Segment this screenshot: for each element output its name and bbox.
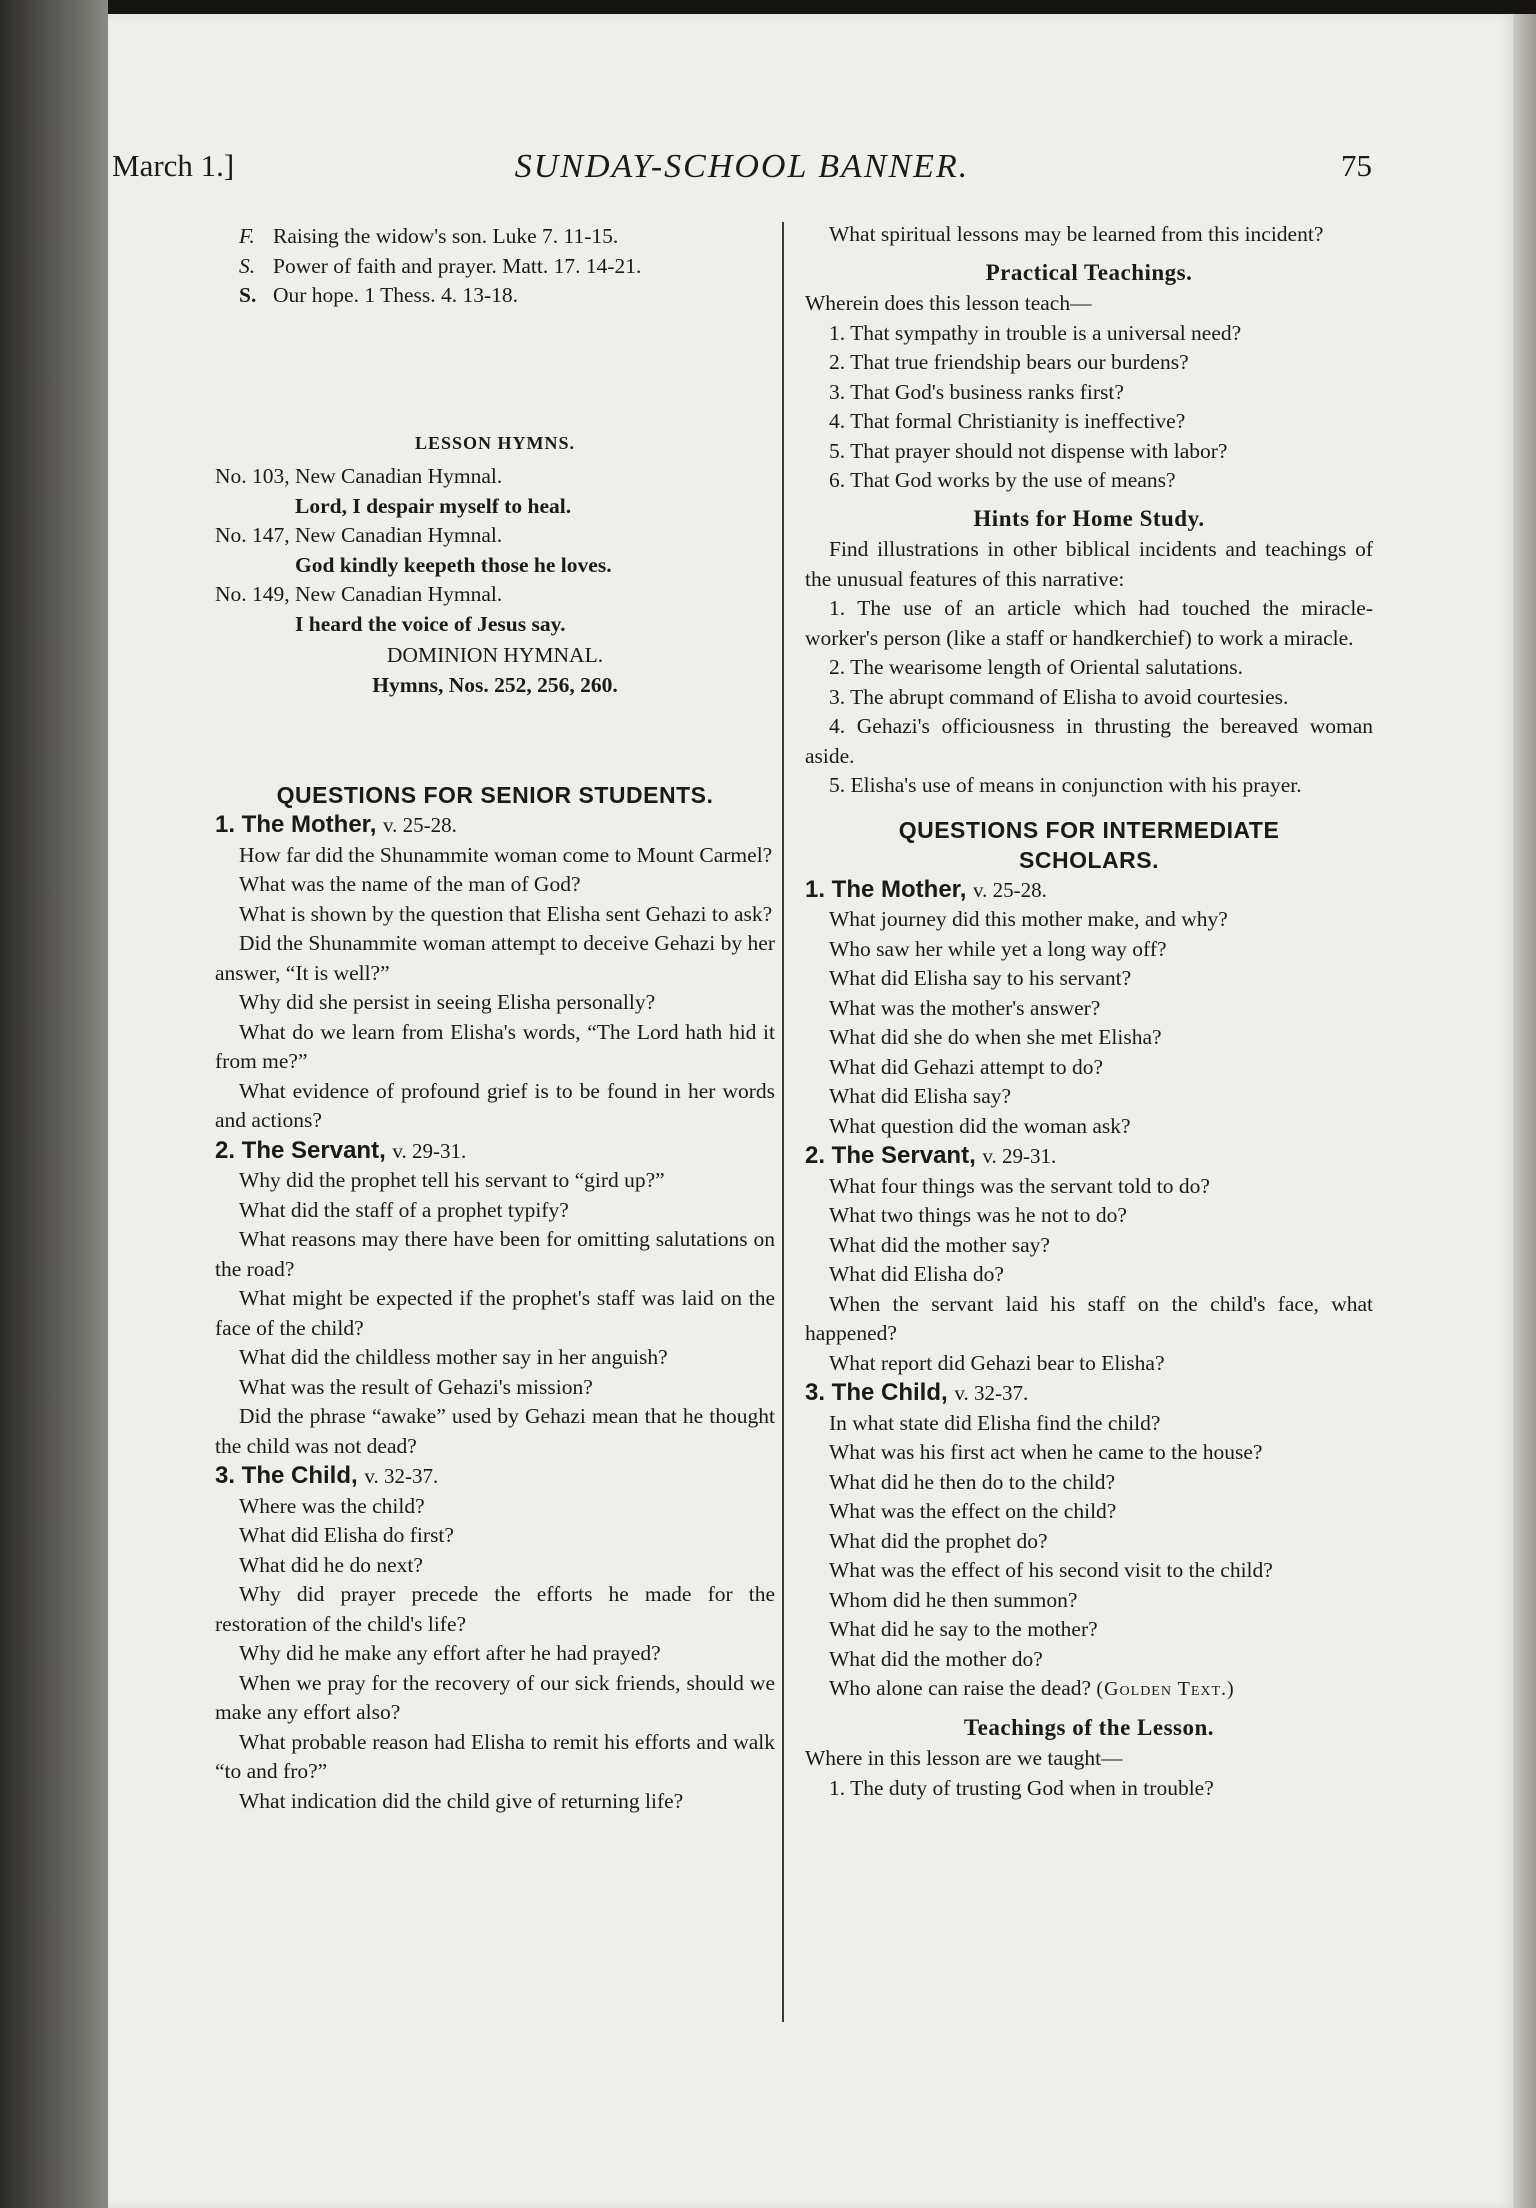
question: What did the prophet do? [829,1528,1048,1553]
question: Why did she persist in seeing Elisha personally? [239,990,656,1014]
question: What is shown by the question that Elisha sent Gehazi to ask? [239,901,773,926]
right-column [805,220,1373,1803]
question: Why did the prophet tell his servant to “gird up?” [239,1168,665,1192]
section-heading: 3. The Child, v. 32-37. [805,1379,1029,1406]
scan-top-border [0,0,1536,14]
question: What evidence of profound grief is to be found in her words and actions? [215,1078,775,1132]
question: What two things was he not to do? [829,1203,1127,1227]
question: What did Elisha say to his servant? [829,966,1132,990]
hint-item: 3. The abrupt command of Elisha to avoid courtesies. [829,684,1289,709]
hymn-number: No. 147, New Canadian Hymnal. [215,523,503,547]
hymn-title: God kindly keepeth those he loves. [295,552,612,577]
dominion-hymn-numbers: Hymns, Nos. 252, 256, 260. [372,672,618,697]
header-title: SUNDAY-SCHOOL BANNER. [514,148,970,185]
senior-questions-heading: QUESTIONS FOR SENIOR STUDENTS. [276,782,714,808]
question: What was the mother's answer? [829,995,1101,1020]
question: What do we learn from Elisha's words, “The Lord hath hid it from me?” [215,1019,775,1073]
question: What did Gehazi attempt to do? [829,1054,1104,1079]
question: What did the mother do? [829,1646,1043,1671]
dominion-hymnal-heading: DOMINION HYMNAL. [386,643,604,667]
page-edge [1513,14,1536,2208]
question: What journey did this mother make, and why? [829,907,1228,931]
question: Why did he make any effort after he had prayed? [239,1641,661,1665]
question: What reasons may there have been for omitting salutations on the road? [215,1227,775,1281]
question: What four things was the servant told to do? [829,1173,1210,1198]
hymn-title: I heard the voice of Jesus say. [295,611,566,636]
question: What probable reason had Elisha to remit his efforts and walk “to and fro?” [215,1729,775,1783]
running-header [112,148,1372,198]
hint-item: 5. Elisha's use of means in conjunction with his prayer. [829,773,1302,797]
question: What might be expected if the prophet's staff was laid on the face of the child? [215,1286,775,1340]
question: What question did the woman ask? [829,1113,1131,1138]
teaching-item: 6. That God works by the use of means? [829,468,1176,492]
question: What indication did the child give of returning life? [239,1788,684,1813]
teaching-item: 2. That true friendship bears our burdens? [829,350,1189,374]
question: What did she do when she met Elisha? [829,1025,1162,1049]
question: What spiritual lessons may be learned from this incident? [829,222,1324,246]
hint-item: 4. Gehazi's officiousness in thrusting the bereaved woman aside. [805,714,1373,768]
section-heading: 1. The Mother, v. 25-28. [805,875,1047,903]
question: Who alone can raise the dead? (Golden Text.) [829,1676,1235,1700]
header-date: March 1.] [112,148,235,183]
intermediate-questions-heading: QUESTIONS FOR INTERMEDIATE SCHOLARS. [898,816,1280,873]
question: Did the Shunammite woman attempt to deceive Gehazi by her answer, “It is well?” [215,931,775,985]
hymn-title: Lord, I despair myself to heal. [295,493,572,518]
question: What did the mother say? [829,1232,1050,1257]
question: What did the childless mother say in her anguish? [239,1345,668,1369]
teaching-item: 1. That sympathy in trouble is a universal need? [829,320,1242,345]
question: What was his first act when he came to the house? [829,1440,1263,1464]
question: What did the staff of a prophet typify? [239,1197,569,1222]
teaching-item: 5. That prayer should not dispense with labor? [829,438,1228,463]
teaching-item: 4. That formal Christianity is ineffective? [829,409,1186,433]
question: Where was the child? [239,1493,425,1518]
question: What was the result of Gehazi's mission? [239,1374,593,1399]
teachings-heading: Teachings of the Lesson. [963,1714,1215,1740]
question: Why did prayer precede the efforts he made for the restoration of the child's life? [215,1582,775,1636]
hymns-heading: LESSON HYMNS. [414,432,576,453]
question: Who saw her while yet a long way off? [829,936,1167,961]
hints-intro: Find illustrations in other biblical incidents and teachings of the unusual features of this narrative: [805,537,1373,591]
reading-item: F. Raising the widow's son. Luke 7. 11-15. [239,224,619,248]
hint-item: 2. The wearisome length of Oriental salutations. [829,655,1243,679]
question: What did Elisha do? [829,1262,1004,1286]
page-number: 75 [1341,148,1372,183]
question: What did he say to the mother? [829,1617,1098,1641]
question: Did the phrase “awake” used by Gehazi mean that he thought the child was not dead? [215,1404,775,1458]
question: What did he do next? [239,1552,423,1577]
question: What was the effect on the child? [829,1499,1117,1523]
question: What did Elisha say? [829,1084,1012,1108]
golden-text-note: (Golden Text.) [1096,1678,1235,1700]
section-heading: 3. The Child, v. 32-37. [215,1462,439,1489]
practical-teachings-heading: Practical Teachings. [985,259,1193,285]
hymn-number: No. 149, New Canadian Hymnal. [215,582,503,606]
reading-item: S. Power of faith and prayer. Matt. 17. 14-21. [239,253,642,278]
question: When the servant laid his staff on the child's face, what happened? [805,1291,1373,1345]
question: What report did Gehazi bear to Elisha? [829,1350,1165,1375]
question: When we pray for the recovery of our sick friends, should we make any effort also? [215,1670,775,1724]
left-column [215,222,775,1816]
teachings-intro: Where in this lesson are we taught— [805,1746,1123,1770]
section-heading: 2. The Servant, v. 29-31. [805,1142,1057,1169]
column-divider [782,222,784,2022]
book-spine [0,0,108,2208]
question: What was the effect of his second visit to the child? [829,1558,1273,1582]
practical-intro: Wherein does this lesson teach— [805,291,1092,315]
question: What did he then do to the child? [829,1469,1115,1494]
question: In what state did Elisha find the child? [829,1410,1161,1435]
home-study-heading: Hints for Home Study. [973,505,1205,531]
question: How far did the Shunammite woman come to Mount Carmel? [239,842,773,867]
teaching-item: 1. The duty of trusting God when in trouble? [829,1775,1214,1800]
teaching-item: 3. That God's business ranks first? [829,379,1124,404]
reading-item: S. Our hope. 1 Thess. 4. 13-18. [239,283,519,307]
question: What did Elisha do first? [239,1523,454,1547]
hymn-number: No. 103, New Canadian Hymnal. [215,464,503,488]
hint-item: 1. The use of an article which had touched the miracle-worker's person (like a staff or handkerchief) to work a miracle. [805,596,1373,650]
question: What was the name of the man of God? [239,872,581,896]
section-heading: 2. The Servant, v. 29-31. [215,1136,467,1164]
section-heading: 1. The Mother, v. 25-28. [215,811,457,838]
question: Whom did he then summon? [829,1587,1078,1612]
